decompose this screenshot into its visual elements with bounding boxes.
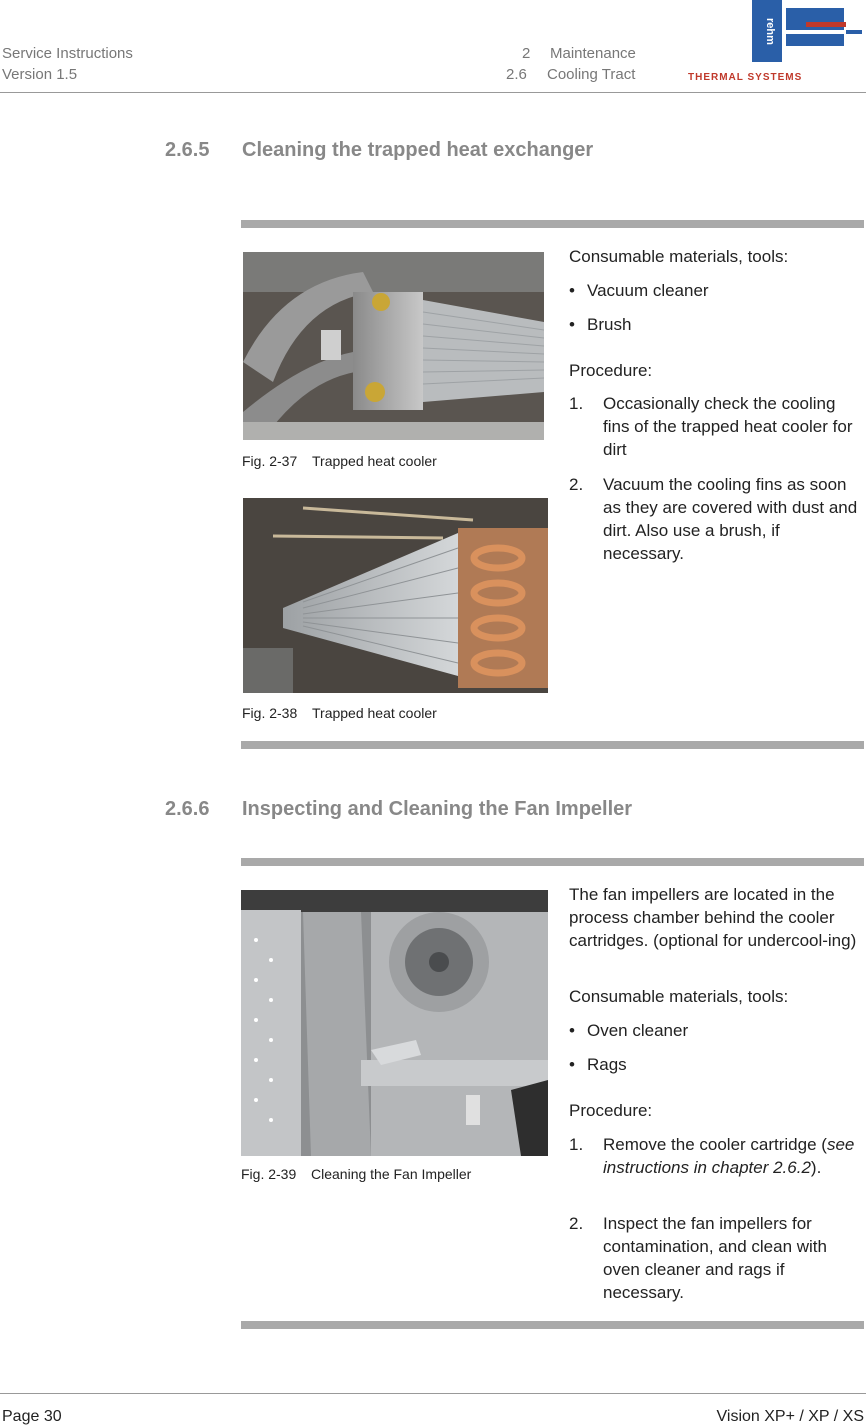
material-oven-cleaner: Oven cleaner bbox=[587, 1021, 689, 1040]
fig-2-37-text: Trapped heat cooler bbox=[312, 453, 437, 469]
chapter-title: Maintenance bbox=[550, 45, 636, 62]
section-266-title: Inspecting and Cleaning the Fan Impeller bbox=[242, 798, 633, 820]
step-number: 1. bbox=[569, 394, 584, 413]
step-text bbox=[603, 1133, 865, 1179]
step-text-start: Remove the cooler cartridge ( bbox=[603, 1135, 827, 1154]
fig-2-38-photo bbox=[243, 498, 548, 693]
logo-mark-text: rehm bbox=[764, 18, 776, 45]
section-266-material-2: • Rags bbox=[569, 1055, 627, 1074]
product-name: Vision XP+ / XP / XS bbox=[716, 1408, 864, 1425]
rehm-logo-mark bbox=[686, 0, 866, 88]
fig-2-38-label: Fig. 2-38 bbox=[242, 705, 298, 721]
section-266-bottom-rule bbox=[241, 1321, 864, 1329]
material-vacuum-cleaner: Vacuum cleaner bbox=[587, 281, 709, 300]
fig-2-37-label: Fig. 2-37 bbox=[242, 453, 298, 469]
doc-title: Service Instructions bbox=[2, 45, 133, 62]
step-text: Vacuum the cooling fins as soon as they are covered with dust and dirt. Also use a brush, if necessary. bbox=[603, 475, 858, 563]
step-number: 2. bbox=[569, 475, 584, 494]
section-266-intro: The fan impellers are located in the process chamber behind the cooler cartridges. (optional for undercool-ing) bbox=[569, 885, 857, 950]
section-265-bottom-rule bbox=[241, 741, 864, 749]
step-text-end: ). bbox=[810, 1158, 822, 1177]
section-265-material-1: • Vacuum cleaner bbox=[569, 281, 709, 300]
fig-2-39-photo bbox=[241, 890, 548, 1156]
page-number: Page 30 bbox=[2, 1408, 62, 1425]
section-266-number: 2.6.6 bbox=[165, 798, 210, 820]
section-265-procedure-heading: Procedure: bbox=[569, 361, 653, 380]
section-265-materials-heading: Consumable materials, tools: bbox=[569, 247, 789, 266]
section-number: 2.6 bbox=[506, 66, 527, 83]
step-text: Inspect the fan impellers for contamination, and clean with oven cleaner and rags if necessary. bbox=[603, 1214, 827, 1302]
section-265-material-2: • Brush bbox=[569, 315, 632, 334]
header-rule bbox=[0, 92, 866, 93]
chapter-reference: see instructions in chapter 2.6.2 bbox=[603, 1135, 855, 1177]
section-265-top-rule bbox=[241, 220, 864, 228]
rehm-logo bbox=[686, 0, 866, 88]
section-title: Cooling Tract bbox=[547, 66, 636, 83]
fig-2-37-caption bbox=[242, 453, 437, 469]
fig-2-39-text: Cleaning the Fan Impeller bbox=[311, 1166, 472, 1182]
step-number: 2. bbox=[569, 1214, 584, 1233]
step-number: 1. bbox=[569, 1135, 584, 1154]
fig-2-39-label: Fig. 2-39 bbox=[241, 1166, 297, 1182]
section-265-title: Cleaning the trapped heat exchanger bbox=[242, 139, 594, 161]
fig-2-38-caption bbox=[242, 705, 437, 721]
section-265-number: 2.6.5 bbox=[165, 139, 210, 161]
fig-2-38-text: Trapped heat cooler bbox=[312, 705, 437, 721]
fig-2-37-photo bbox=[243, 252, 544, 440]
section-266-materials-heading: Consumable materials, tools: bbox=[569, 987, 789, 1006]
material-brush: Brush bbox=[587, 315, 632, 334]
section-266-material-1: • Oven cleaner bbox=[569, 1021, 689, 1040]
footer-rule bbox=[0, 1393, 866, 1394]
fig-2-39-caption bbox=[241, 1166, 471, 1182]
section-266-top-rule bbox=[241, 858, 864, 866]
step-text: Occasionally check the cooling fins of the trapped heat cooler for dirt bbox=[603, 394, 853, 459]
section-266-procedure-heading: Procedure: bbox=[569, 1101, 653, 1120]
chapter-number: 2 bbox=[522, 45, 531, 62]
material-rags: Rags bbox=[587, 1055, 627, 1074]
doc-version: Version 1.5 bbox=[2, 66, 78, 83]
logo-text: THERMAL SYSTEMS bbox=[688, 72, 803, 83]
